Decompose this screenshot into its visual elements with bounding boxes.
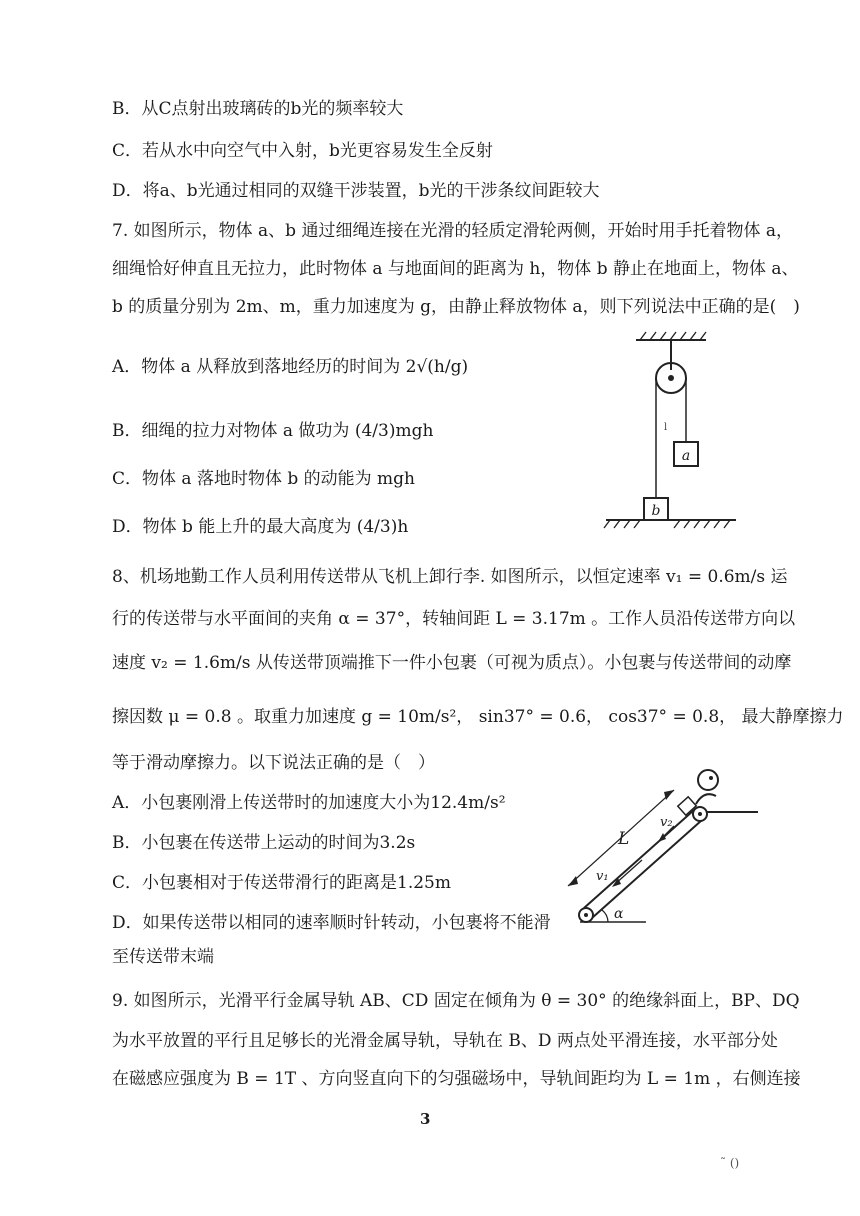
corner-mark: ˜ () <box>720 1156 740 1170</box>
prev-option-b: B．从C点射出玻璃砖的b光的频率较大 <box>112 99 404 119</box>
v1-label: v₁ <box>596 869 609 884</box>
v2-label: v₂ <box>660 815 673 830</box>
angle-alpha-label: α <box>614 906 624 922</box>
q7-pulley-figure <box>596 330 746 540</box>
q8-option-b: B．小包裹在传送带上运动的时间为3.2s <box>112 833 416 853</box>
q8-stem-line5: 等于滑动摩擦力。以下说法正确的是（ ） <box>112 753 435 773</box>
q8-option-c: C．小包裹相对于传送带滑行的距离是1.25m <box>112 873 451 893</box>
q9-stem-line3: 在磁感应强度为 B = 1T 、方向竖直向下的匀强磁场中，导轨间距均为 L = 1m ，右侧连接 <box>112 1069 801 1089</box>
q9-stem-line1: 9. 如图所示，光滑平行金属导轨 AB、CD 固定在倾角为 θ = 30° 的绝缘斜面上，BP、DQ <box>112 991 800 1011</box>
page-number: 3 <box>420 1110 431 1128</box>
length-L-label: L <box>618 829 630 849</box>
prev-option-d: D．将a、b光通过相同的双缝干涉装置，b光的干涉条纹间距较大 <box>112 181 600 201</box>
q8-option-d-line2: 至传送带末端 <box>112 947 214 967</box>
q9-stem-line2: 为水平放置的平行且足够长的光滑金属导轨，导轨在 B、D 两点处平滑连接，水平部分处 <box>112 1031 778 1051</box>
block-a-label: a <box>681 448 691 464</box>
q7-option-a: A．物体 a 从释放到落地经历的时间为 2√(h/g) <box>112 357 469 377</box>
q8-stem-line1: 8、机场地勤工作人员利用传送带从飞机上卸行李. 如图所示，以恒定速率 v₁ = 0.6m/s 运 <box>112 567 788 587</box>
q8-stem-line3: 速度 v₂ = 1.6m/s 从传送带顶端推下一件小包裹（可视为质点）。小包裹与传送带间的动摩 <box>112 653 792 673</box>
q8-conveyor-figure <box>556 760 762 940</box>
belt-top <box>584 810 694 908</box>
q7-option-d: D．物体 b 能上升的最大高度为 (4/3)h <box>112 517 409 537</box>
q7-stem-line2: 细绳恰好伸直且无拉力，此时物体 a 与地面间的距离为 h，物体 b 静止在地面上，物体 a、 <box>112 259 799 279</box>
q8-option-a: A．小包裹刚滑上传送带时的加速度大小为12.4m/s² <box>112 793 506 813</box>
q8-option-d-line1: D．如果传送带以相同的速率顺时针转动，小包裹将不能滑 <box>112 913 551 933</box>
q8-stem-line2: 行的传送带与水平面间的夹角 α = 37°，转轴间距 L = 3.17m 。工作人员沿传送带方向以 <box>112 609 796 629</box>
q7-stem-line3: b 的质量分别为 2m、m，重力加速度为 g，由静止释放物体 a，则下列说法中正确的是( ) <box>112 297 800 317</box>
rope-label: l <box>664 422 668 433</box>
q7-option-c: C．物体 a 落地时物体 b 的动能为 mgh <box>112 469 415 489</box>
prev-option-c: C．若从水中向空气中入射，b光更容易发生全反射 <box>112 141 493 161</box>
q7-stem-line1: 7. 如图所示，物体 a、b 通过细绳连接在光滑的轻质定滑轮两侧，开始时用手托着物体 a， <box>112 221 793 241</box>
block-b-label: b <box>651 503 661 519</box>
q8-stem-line4: 擦因数 μ = 0.8 。取重力加速度 g = 10m/s²， sin37° = 0.6， cos37° = 0.8， 最大静摩擦力 <box>112 707 844 727</box>
worker-arm <box>696 794 716 804</box>
q7-option-b: B．细绳的拉力对物体 a 做功为 (4/3)mgh <box>112 421 434 441</box>
worker-head <box>698 770 718 790</box>
